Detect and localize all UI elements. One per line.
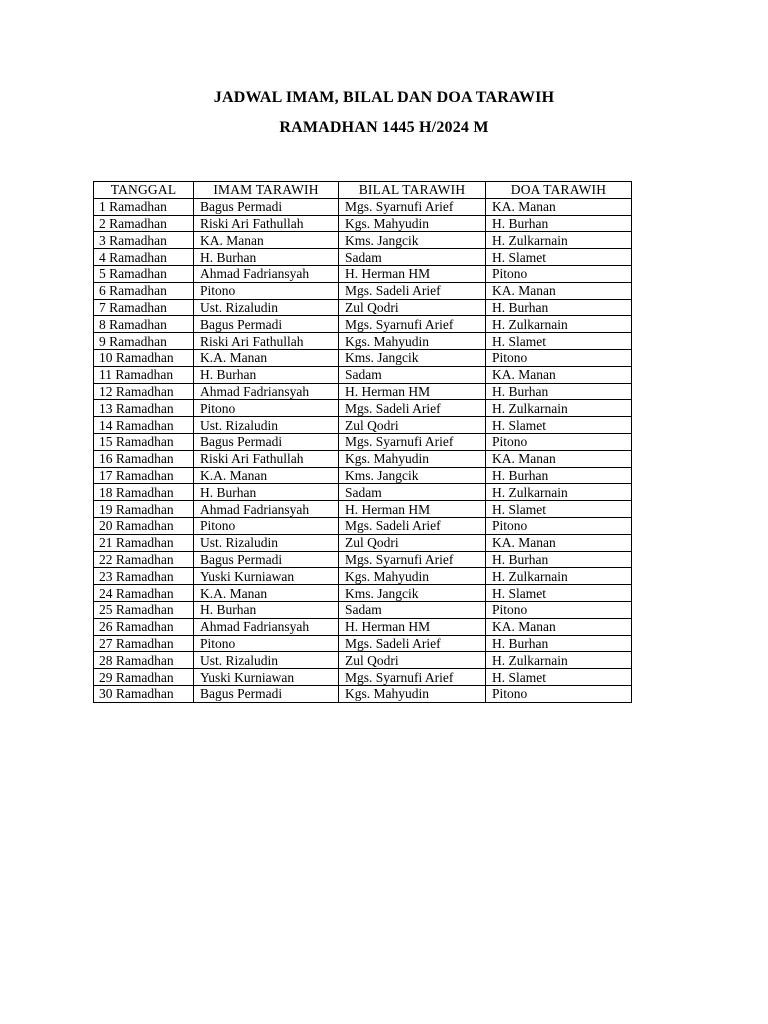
date-cell: 20 Ramadhan [94,517,194,534]
table-body [94,198,632,702]
doa-cell: H. Slamet [486,333,632,350]
doa-cell: Pitono [486,349,632,366]
table-row [94,450,632,467]
imam-cell: K.A. Manan [194,585,339,602]
table-row [94,249,632,266]
imam-cell: Riski Ari Fathullah [194,333,339,350]
table-row [94,316,632,333]
imam-cell: Bagus Permadi [194,433,339,450]
imam-cell: Ahmad Fadriansyah [194,501,339,518]
doa-cell: H. Burhan [486,215,632,232]
imam-cell: Ust. Rizaludin [194,652,339,669]
date-cell: 15 Ramadhan [94,433,194,450]
bilal-cell: Sadam [339,249,486,266]
bilal-cell: Mgs. Sadeli Arief [339,635,486,652]
date-cell: 1 Ramadhan [94,198,194,215]
table-row [94,534,632,551]
date-cell: 7 Ramadhan [94,299,194,316]
doa-cell: H. Zulkarnain [486,232,632,249]
date-cell: 9 Ramadhan [94,333,194,350]
date-cell: 21 Ramadhan [94,534,194,551]
bilal-cell: Mgs. Sadeli Arief [339,517,486,534]
imam-cell: Riski Ari Fathullah [194,215,339,232]
table-row [94,349,632,366]
bilal-cell: Mgs. Syarnufi Arief [339,669,486,686]
table-row [94,282,632,299]
imam-cell: Ust. Rizaludin [194,534,339,551]
date-cell: 13 Ramadhan [94,400,194,417]
doa-cell: H. Slamet [486,501,632,518]
bilal-cell: Kgs. Mahyudin [339,568,486,585]
imam-cell: Riski Ari Fathullah [194,450,339,467]
bilal-cell: H. Herman HM [339,501,486,518]
doa-cell: Pitono [486,601,632,618]
table-row [94,333,632,350]
bilal-cell: Zul Qodri [339,299,486,316]
imam-cell: H. Burhan [194,601,339,618]
doa-cell: KA. Manan [486,366,632,383]
doa-cell: H. Burhan [486,383,632,400]
date-cell: 10 Ramadhan [94,349,194,366]
table-row [94,198,632,215]
bilal-cell: Mgs. Syarnufi Arief [339,433,486,450]
doa-cell: Pitono [486,433,632,450]
table-row [94,669,632,686]
bilal-cell: H. Herman HM [339,618,486,635]
date-cell: 27 Ramadhan [94,635,194,652]
bilal-cell: Zul Qodri [339,417,486,434]
imam-cell: Pitono [194,517,339,534]
table-row [94,433,632,450]
bilal-cell: Sadam [339,484,486,501]
bilal-cell: H. Herman HM [339,265,486,282]
doa-cell: KA. Manan [486,198,632,215]
date-cell: 24 Ramadhan [94,585,194,602]
table-row [94,232,632,249]
date-cell: 29 Ramadhan [94,669,194,686]
bilal-cell: Zul Qodri [339,652,486,669]
doa-cell: H. Burhan [486,299,632,316]
date-cell: 28 Ramadhan [94,652,194,669]
bilal-cell: Kms. Jangcik [339,585,486,602]
doa-cell: H. Zulkarnain [486,568,632,585]
date-cell: 8 Ramadhan [94,316,194,333]
date-cell: 6 Ramadhan [94,282,194,299]
imam-cell: Ust. Rizaludin [194,299,339,316]
table-row [94,618,632,635]
table-header-row [94,182,632,199]
table-row [94,601,632,618]
date-cell: 23 Ramadhan [94,568,194,585]
doa-cell: H. Slamet [486,417,632,434]
imam-cell: H. Burhan [194,366,339,383]
header-imam-tarawih: IMAM TARAWIH [194,182,339,199]
table-row [94,215,632,232]
imam-cell: Bagus Permadi [194,198,339,215]
doa-cell: Pitono [486,517,632,534]
doa-cell: Pitono [486,685,632,702]
date-cell: 22 Ramadhan [94,551,194,568]
imam-cell: Pitono [194,400,339,417]
table-row [94,484,632,501]
doa-cell: KA. Manan [486,618,632,635]
imam-cell: Bagus Permadi [194,551,339,568]
date-cell: 12 Ramadhan [94,383,194,400]
table-row [94,417,632,434]
table-row [94,652,632,669]
doa-cell: Pitono [486,265,632,282]
date-cell: 26 Ramadhan [94,618,194,635]
imam-cell: Yuski Kurniawan [194,568,339,585]
doa-cell: H. Zulkarnain [486,316,632,333]
imam-cell: Pitono [194,635,339,652]
doa-cell: H. Zulkarnain [486,484,632,501]
table-row [94,517,632,534]
imam-cell: Ahmad Fadriansyah [194,265,339,282]
bilal-cell: Kgs. Mahyudin [339,450,486,467]
date-cell: 18 Ramadhan [94,484,194,501]
date-cell: 3 Ramadhan [94,232,194,249]
doa-cell: H. Zulkarnain [486,652,632,669]
imam-cell: Ahmad Fadriansyah [194,618,339,635]
date-cell: 2 Ramadhan [94,215,194,232]
schedule-table [93,181,632,703]
date-cell: 14 Ramadhan [94,417,194,434]
bilal-cell: Zul Qodri [339,534,486,551]
imam-cell: Ust. Rizaludin [194,417,339,434]
bilal-cell: Kgs. Mahyudin [339,685,486,702]
doa-cell: H. Slamet [486,249,632,266]
table-row [94,400,632,417]
table-row [94,366,632,383]
date-cell: 30 Ramadhan [94,685,194,702]
bilal-cell: H. Herman HM [339,383,486,400]
imam-cell: H. Burhan [194,484,339,501]
bilal-cell: Mgs. Syarnufi Arief [339,551,486,568]
doa-cell: H. Burhan [486,635,632,652]
bilal-cell: Mgs. Sadeli Arief [339,400,486,417]
doa-cell: H. Burhan [486,551,632,568]
document-subtitle: RAMADHAN 1445 H/2024 M [279,119,489,136]
table-row [94,568,632,585]
header-doa-tarawih: DOA TARAWIH [486,182,632,199]
date-cell: 4 Ramadhan [94,249,194,266]
bilal-cell: Kgs. Mahyudin [339,215,486,232]
bilal-cell: Sadam [339,366,486,383]
date-cell: 19 Ramadhan [94,501,194,518]
imam-cell: H. Burhan [194,249,339,266]
imam-cell: Bagus Permadi [194,685,339,702]
date-cell: 16 Ramadhan [94,450,194,467]
table-row [94,635,632,652]
date-cell: 17 Ramadhan [94,467,194,484]
header-bilal-tarawih: BILAL TARAWIH [339,182,486,199]
bilal-cell: Mgs. Sadeli Arief [339,282,486,299]
date-cell: 5 Ramadhan [94,265,194,282]
table-row [94,551,632,568]
doa-cell: H. Zulkarnain [486,400,632,417]
imam-cell: Bagus Permadi [194,316,339,333]
imam-cell: Pitono [194,282,339,299]
bilal-cell: Kms. Jangcik [339,349,486,366]
table-row [94,383,632,400]
bilal-cell: Sadam [339,601,486,618]
doa-cell: H. Slamet [486,669,632,686]
imam-cell: Ahmad Fadriansyah [194,383,339,400]
doa-cell: H. Slamet [486,585,632,602]
doa-cell: KA. Manan [486,450,632,467]
bilal-cell: Kms. Jangcik [339,232,486,249]
table-row [94,265,632,282]
date-cell: 25 Ramadhan [94,601,194,618]
bilal-cell: Kgs. Mahyudin [339,333,486,350]
header-tanggal: TANGGAL [94,182,194,199]
date-cell: 11 Ramadhan [94,366,194,383]
document-title: JADWAL IMAM, BILAL DAN DOA TARAWIH [213,89,555,106]
table-row [94,501,632,518]
doa-cell: KA. Manan [486,282,632,299]
imam-cell: K.A. Manan [194,349,339,366]
imam-cell: KA. Manan [194,232,339,249]
bilal-cell: Mgs. Syarnufi Arief [339,198,486,215]
imam-cell: Yuski Kurniawan [194,669,339,686]
doa-cell: H. Burhan [486,467,632,484]
table-row [94,585,632,602]
table-row [94,299,632,316]
bilal-cell: Kms. Jangcik [339,467,486,484]
bilal-cell: Mgs. Syarnufi Arief [339,316,486,333]
imam-cell: K.A. Manan [194,467,339,484]
table-row [94,467,632,484]
doa-cell: KA. Manan [486,534,632,551]
table-row [94,685,632,702]
